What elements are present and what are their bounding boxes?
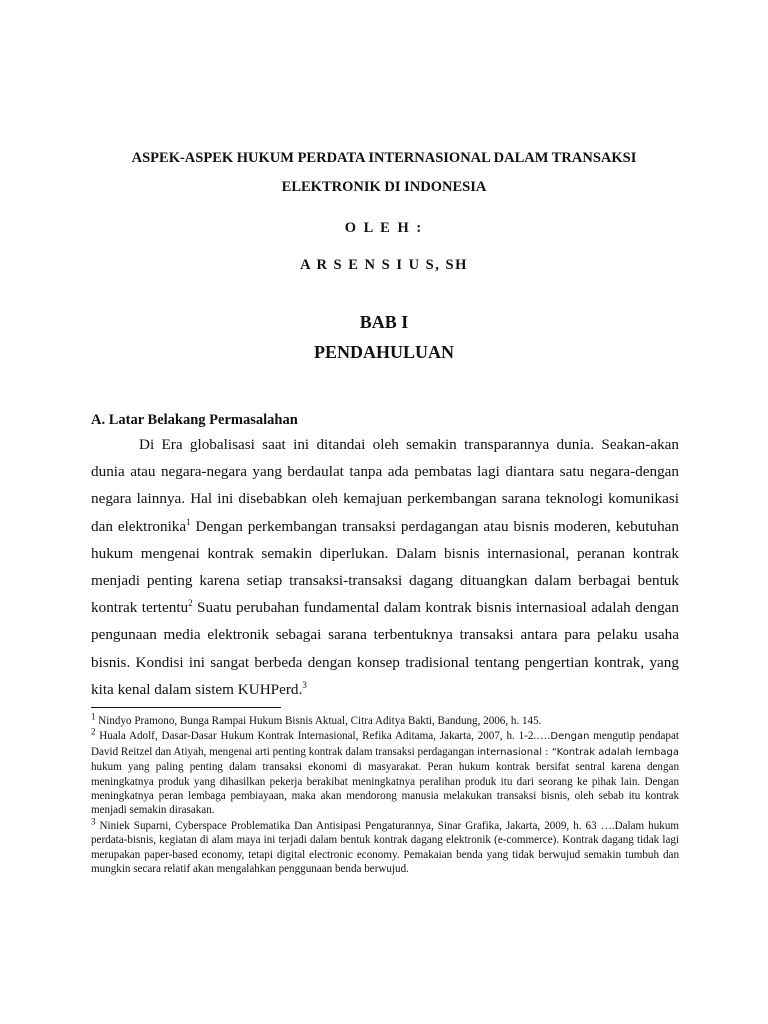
paragraph	[91, 431, 679, 703]
author-name: A R S E N S I U S, SH	[300, 257, 468, 273]
footnote-ref-3: 3	[302, 679, 307, 690]
document-title-line-1: ASPEK-ASPEK HUKUM PERDATA INTERNASIONAL DALAM TRANSAKSI	[131, 150, 637, 166]
paragraph-text-1: Di Era globalisasi saat ini ditandai oleh semakin transparannya dunia. Seakan-akan dunia atau negara-negara yang berdaulat tanpa ada pembatas lagi diantara satu negara-dengan negara lainnya. Hal ini disebabkan oleh kemajuan perkembangan sarana teknologi komunikasi dan elektronika	[91, 436, 679, 535]
footnote-separator	[91, 707, 281, 708]
footnote-1	[91, 711, 679, 728]
chapter-number: BAB I	[359, 312, 409, 332]
footnote-text: mengutip pendapat David Reitzel dan Atiyah, mengenai arti penting kontrak dalam transaksi perdagangan	[91, 730, 679, 758]
footnotes	[91, 711, 679, 877]
chapter-title: PENDAHULUAN	[313, 342, 454, 362]
footnote-number: 1	[91, 711, 96, 722]
footnote-text: Nindyo Pramono, Bunga Rampai Hukum Bisnis Aktual, Citra Aditya Bakti, Bandung, 2006, h. 145.	[95, 715, 542, 727]
footnote-2	[91, 726, 679, 817]
footnote-ref-1: 1	[186, 516, 191, 527]
by-label: O L E H :	[344, 220, 424, 236]
footnote-number: 3	[91, 816, 96, 827]
document-title-line-2: ELEKTRONIK DI INDONESIA	[281, 179, 487, 195]
section-heading: A. Latar Belakang Permasalahan	[91, 412, 298, 428]
footnote-ref-2: 2	[188, 598, 193, 609]
footnote-text: Niniek Suparni, Cyberspace Problematika Dan Antisipasi Pengaturannya, Sinar Grafika, Jakarta, 2009, h. 63 ….Dalam hukum perdata-bisnis, kegiatan di alam maya ini terjadi dalam bentuk kontrak dagang elektronik (e-commerce). Kontrak dagang tidak lagi merupakan paper-based economy, tetapi digital electronic economy. Pemakaian benda yang tidak berwujud semakin tumbuh dan mungkin secara relatif akan mengalahkan penggunaan benda berwujud.	[91, 819, 679, 876]
footnote-text: hukum yang paling penting dalam transaksi ekonomi di masyarakat. Peran hukum kontrak bersifat sentral karena dengan meningkatnya produk yang dihasilkan pekerja berakibat meningkatnya peralihan produk itu dari seorang ke pihak lain. Dengan meningkatnya peran lembaga pembiayaan, maka akan mendorong manusia melakukan transaksi bisnis, oleh sebab itu kontrak menjadi semakin dirasakan.	[91, 761, 679, 817]
footnote-3	[91, 816, 679, 877]
paragraph-text-2: Dengan perkembangan transaksi perdagangan atau bisnis moderen, kebutuhan hukum mengenai kontrak semakin diperlukan. Dalam bisnis internasional, peranan kontrak menjadi penting karena setiap transaksi-transaksi dagang dituangkan dalam berbagai bentuk kontrak tertentu	[91, 517, 680, 617]
footnote-number: 2	[91, 726, 96, 737]
body-paragraph	[91, 431, 679, 703]
footnote-text-sans: .Dengan	[547, 731, 590, 743]
footnote-text-sans: internasional : “Kontrak adalah lembaga	[477, 746, 679, 758]
paragraph-text-3: Suatu perubahan fundamental dalam kontrak bisnis internasioal adalah dengan pengunaan media elektronik sebagai sarana terbentuknya transaksi antara para pelaku usaha bisnis. Kondisi ini sangat berbeda dengan konsep tradisional tentang pengertian kontrak, yang kita kenal dalam sistem KUHPerd.	[91, 599, 679, 698]
footnote-text: Huala Adolf, Dasar-Dasar Hukum Kontrak Internasional, Refika Aditama, Jakarta, 2007, h. 1-2.…	[95, 730, 548, 743]
